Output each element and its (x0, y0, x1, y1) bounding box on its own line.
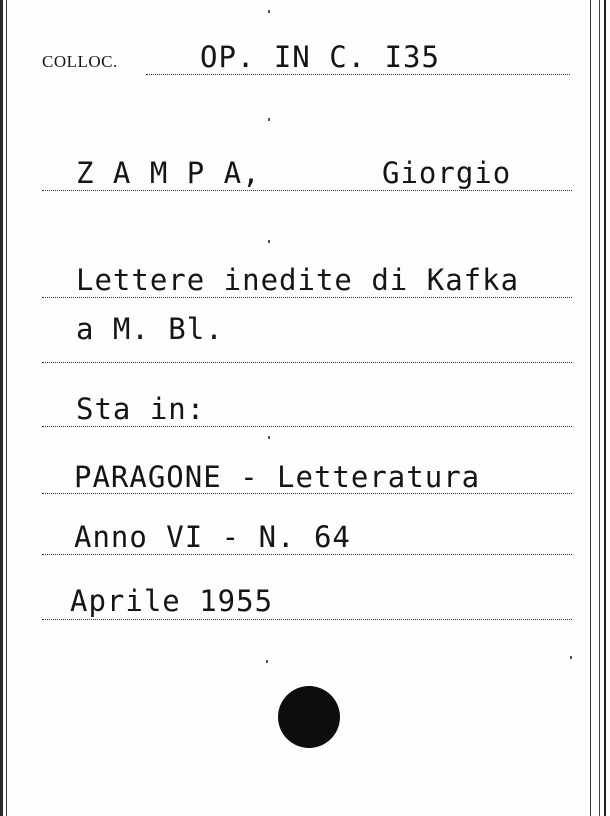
title-rule-1 (42, 297, 572, 298)
source-line-3: Aprile 1955 (70, 584, 274, 618)
author-rule (42, 190, 572, 191)
in-label: Sta in: (76, 392, 206, 426)
scan-speck (268, 240, 270, 243)
author-surname: Z A M P A, (76, 156, 261, 190)
punch-hole (278, 686, 340, 748)
title-line-1: Lettere inedite di Kafka (76, 263, 520, 297)
scan-speck (268, 118, 270, 121)
source-line-2: Anno VI - N. 64 (74, 520, 351, 554)
scan-speck (266, 660, 268, 663)
source-rule-2 (42, 554, 572, 555)
source-rule-3 (42, 619, 572, 620)
scan-speck (570, 656, 572, 659)
source-line-1: PARAGONE - Letteratura (74, 460, 481, 494)
shelfmark: OP. IN C. I35 (200, 40, 440, 74)
card-left-edge (0, 0, 9, 816)
colloc-label: COLLOC. (42, 52, 118, 71)
colloc-rule (146, 74, 570, 75)
scan-speck (268, 10, 270, 13)
scan-speck (268, 436, 270, 439)
card-right-edge (586, 0, 610, 816)
in-rule (42, 426, 572, 427)
title-line-2: a M. Bl. (76, 312, 224, 346)
title-rule-2 (42, 362, 572, 363)
author-given-name: Giorgio (382, 156, 512, 190)
